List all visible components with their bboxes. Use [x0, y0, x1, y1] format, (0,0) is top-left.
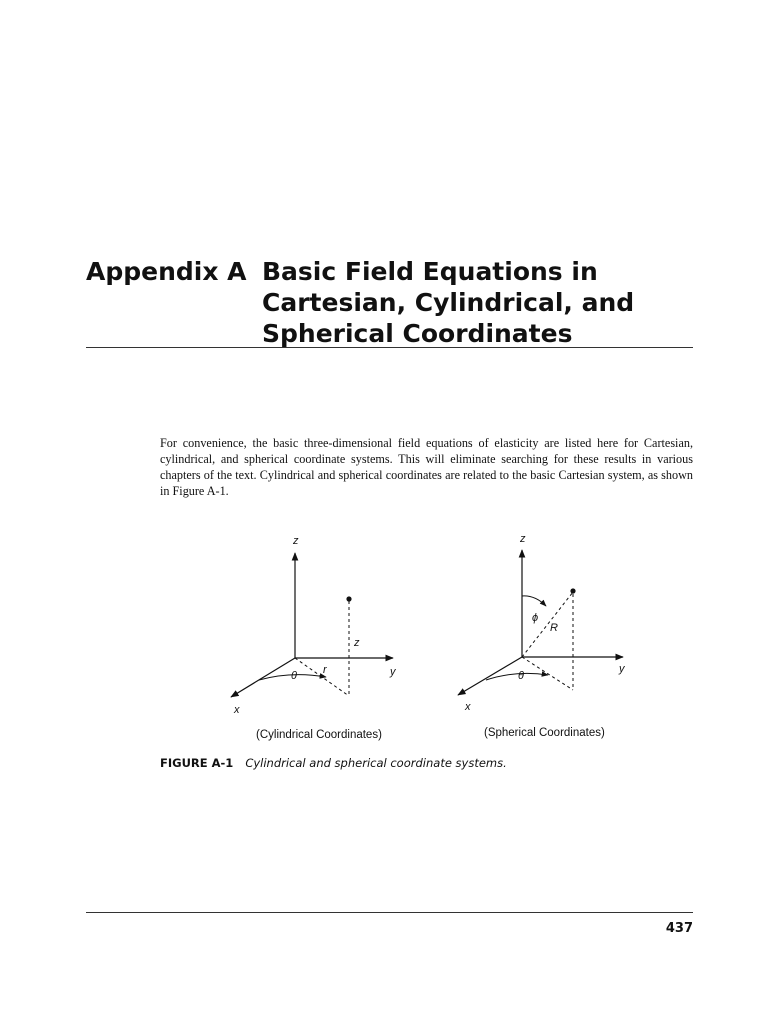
- cyl-point: [346, 596, 351, 601]
- sph-y-axis-label: y: [619, 663, 625, 675]
- cyl-x-axis: [231, 658, 295, 697]
- cyl-r-label: r: [323, 664, 327, 676]
- sph-x-axis-label: x: [465, 701, 471, 713]
- title-rule: [86, 347, 693, 348]
- sph-caption: (Spherical Coordinates): [484, 727, 605, 739]
- footer-rule: [86, 912, 693, 913]
- sph-point: [570, 588, 575, 593]
- sph-theta-arc: [486, 673, 548, 680]
- page-number: 437: [665, 921, 693, 936]
- cyl-theta-label: θ: [291, 670, 297, 682]
- cyl-x-axis-label: x: [234, 704, 240, 716]
- figure-label: FIGURE A-1: [160, 756, 234, 770]
- spherical-diagram: [458, 533, 626, 739]
- appendix-title: Basic Field Equations in Cartesian, Cylindrical, and Spherical Coordinates: [262, 257, 635, 348]
- sph-theta-label: θ: [518, 670, 524, 682]
- intro-paragraph: For convenience, the basic three-dimensional field equations of elasticity are listed here for Cartesian, cylindrical, and spherical coordinate systems. This will eliminate searching for these results in various chapters of the text. Cylindrical and spherical coordinates are related to the basic Cartesian system, as shown in Figure A-1.: [160, 436, 693, 498]
- figure-a1-diagram: [0, 520, 768, 750]
- sph-R-line: [522, 592, 573, 657]
- sph-phi-arc: [522, 596, 546, 606]
- cyl-r-line: [295, 658, 349, 696]
- figure-caption-text: Cylindrical and spherical coordinate systems.: [245, 756, 507, 770]
- cylindrical-diagram: [231, 535, 397, 741]
- cyl-z-height-label: z: [354, 637, 360, 649]
- appendix-label: Appendix A: [86, 257, 247, 286]
- cyl-y-axis-label: y: [390, 666, 396, 678]
- cyl-z-axis-label: z: [293, 535, 299, 547]
- sph-phi-label: ϕ: [532, 612, 539, 624]
- sph-R-label: R: [550, 622, 558, 634]
- sph-z-axis-label: z: [520, 533, 526, 545]
- figure-caption: [160, 755, 507, 771]
- sph-x-axis: [458, 657, 522, 695]
- cyl-caption: (Cylindrical Coordinates): [256, 729, 382, 741]
